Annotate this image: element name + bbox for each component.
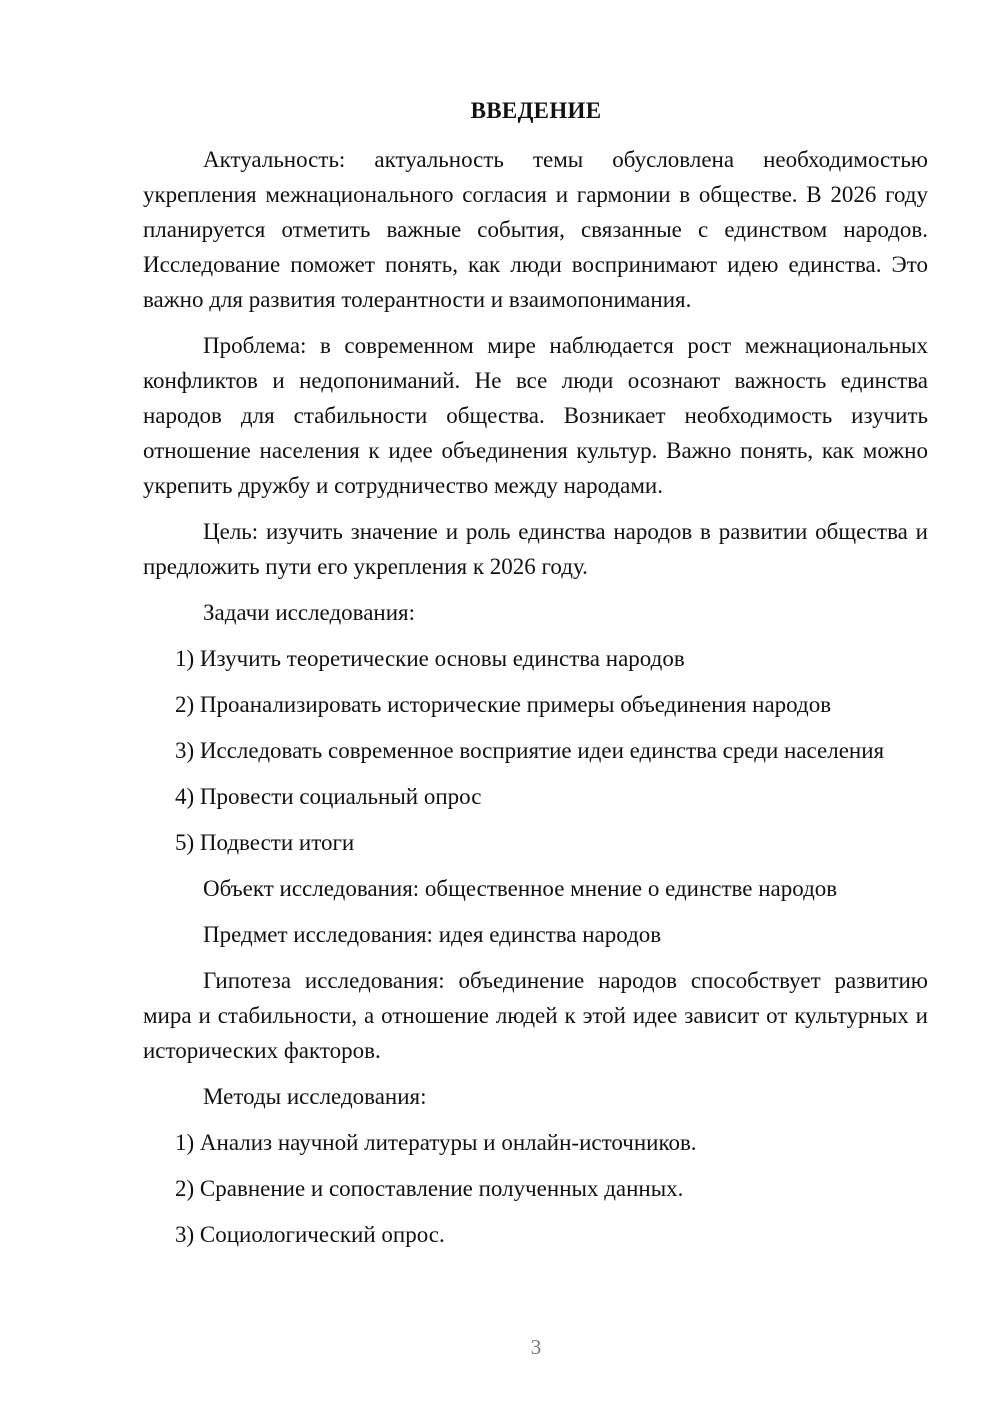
page-title: ВВЕДЕНИЕ — [470, 98, 602, 123]
paragraph-subject: Предмет исследования: идея единства народов — [203, 922, 662, 947]
paragraph-relevance: Актуальность: актуальность темы обусловлена необходимостью укрепления межнационального согласия и гармонии в обществе. В 2026 году планируется отметить важные события, связанные с единством народов. Исследование поможет понять, как люди воспринимают идею единства. Это важно для развития толерантности и взаимопонимания. — [143, 147, 928, 312]
list-item-method-3: 3) Социологический опрос. — [175, 1222, 445, 1247]
paragraph-hypothesis: Гипотеза исследования: объединение народов способствует развитию мира и стабильности, а отношение людей к этой идее зависит от культурных и исторических факторов. — [143, 968, 928, 1063]
list-item-method-2: 2) Сравнение и сопоставление полученных данных. — [175, 1176, 684, 1201]
paragraph-tasks-heading: Задачи исследования: — [203, 600, 416, 625]
list-item-task-2: 2) Проанализировать исторические примеры объединения народов — [175, 692, 832, 717]
list-item-task-4: 4) Провести социальный опрос — [175, 784, 482, 809]
document-body — [143, 142, 928, 1263]
list-item-task-5: 5) Подвести итоги — [175, 830, 355, 855]
paragraph-goal: Цель: изучить значение и роль единства народов в развитии общества и предложить пути его укрепления к 2026 году. — [143, 519, 928, 579]
list-item-task-3: 3) Исследовать современное восприятие идеи единства среди населения — [175, 738, 885, 763]
paragraph-methods-heading: Методы исследования: — [203, 1084, 427, 1109]
page-number: 3 — [530, 1335, 542, 1359]
paragraph-object: Объект исследования: общественное мнение о единстве народов — [203, 876, 838, 901]
list-item-task-1: 1) Изучить теоретические основы единства народов — [175, 646, 685, 671]
list-item-method-1: 1) Анализ научной литературы и онлайн-источников. — [175, 1130, 697, 1155]
paragraph-problem: Проблема: в современном мире наблюдается рост межнациональных конфликтов и недопониманий. Не все люди осознают важность единства народов для стабильности общества. Возникает необходимость изучить отношение населения к идее объединения культур. Важно понять, как можно укрепить дружбу и сотрудничество между народами. — [143, 333, 928, 498]
